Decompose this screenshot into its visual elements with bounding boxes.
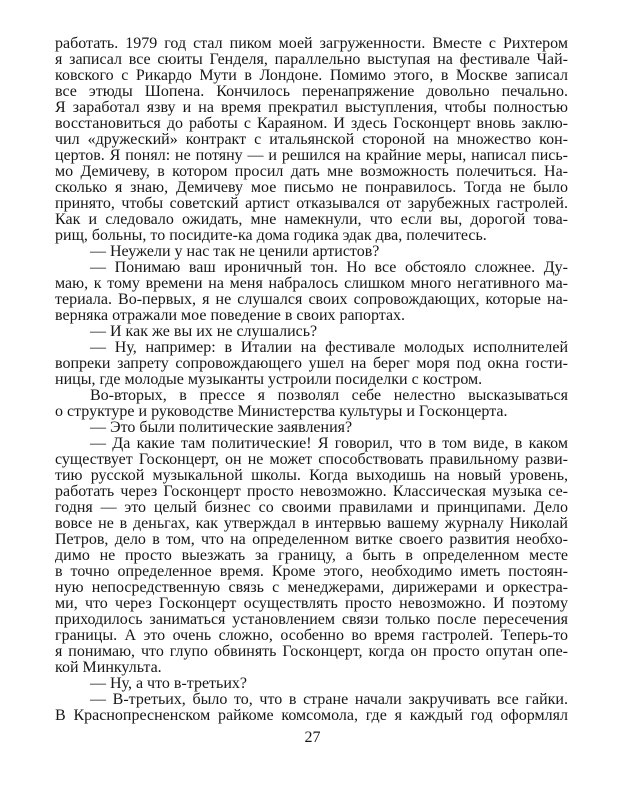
text-line: В Краснопресненском райкоме комсомола, где я каждый год оформлял xyxy=(55,708,568,724)
text-line: вопреки запрету сопровождающего ушел на берег моря под окна гости- xyxy=(55,356,568,372)
text-line: верняка отражали мое поведение в своих рапортах. xyxy=(55,308,406,324)
text-line: — Да какие там политические! Я говорил, что в том виде, в каком xyxy=(90,436,568,452)
text-line: Я заработал язву и на время прекратил выступления, чтобы полностью xyxy=(55,100,568,116)
paragraph xyxy=(55,676,568,692)
page-number: 27 xyxy=(304,729,321,746)
text-line: принято, чтобы советский артист отказывался от зарубежных гастролей. xyxy=(55,196,568,212)
text-line: я записал все сюиты Генделя, параллельно выступая на фестивале Чай- xyxy=(55,52,568,68)
text-line: работать через Госконцерт просто невозможно. Классическая музыка се- xyxy=(55,484,568,500)
text-line: ную непосредственную связь с менеджерами, дирижерами и оркестра- xyxy=(55,580,568,596)
text-line: Во-вторых, в прессе я позволял себе нелестно высказываться xyxy=(90,388,568,404)
text-line: сколько я знаю, Демичеву мое письмо не понравилось. Тогда не было xyxy=(55,180,568,196)
text-line: — Неужели у нас так не ценили артистов? xyxy=(90,244,380,260)
text-line: — Ну, например: в Италии на фестивале молодых исполнителей xyxy=(90,340,568,356)
text-line: — В-третьих, было то, что в стране начали закручивать все гайки. xyxy=(90,692,568,708)
text-line: рищ, больны, то посидите-ка дома годика эдак два, полечитесь. xyxy=(55,228,487,244)
text-line: Как и следовало ожидать, мне намекнули, что если вы, дорогой това- xyxy=(55,212,568,228)
paragraph xyxy=(55,388,568,420)
paragraph xyxy=(55,340,568,388)
text-line: годня — это целый бизнес со своими правилами и принципами. Дело xyxy=(55,500,568,516)
text-line: — Понимаю ваш ироничный тон. Но все обстояло сложнее. Ду- xyxy=(90,260,568,276)
text-line: чил «дружеский» контракт с итальянской стороной на множество кон- xyxy=(55,132,568,148)
text-line: — И как же вы их не слушались? xyxy=(90,324,318,340)
text-line: восстановиться до работы с Караяном. И здесь Госконцерт вновь заклю- xyxy=(55,116,568,132)
text-line: ковского с Рикардо Мути в Лондоне. Помимо этого, в Москве записал xyxy=(55,68,568,84)
text-line: все этюды Шопена. Кончилось перенапряжение довольно печально. xyxy=(55,84,568,100)
body-text xyxy=(55,36,568,724)
text-line: димо не просто выезжать за границу, а быть в определенном месте xyxy=(55,548,568,564)
text-line: — Ну, а что в-третьих? xyxy=(90,676,248,692)
text-line: — Это были политические заявления? xyxy=(90,420,353,436)
paragraph xyxy=(55,244,568,260)
text-line: существует Госконцерт, он не может способствовать правильному разви- xyxy=(55,452,568,468)
text-line: ницы, где молодые музыканты устроили посиделки с костром. xyxy=(55,372,483,388)
paragraph xyxy=(55,436,568,676)
paragraph xyxy=(55,692,568,708)
text-line: цертов. Я понял: не потяну — и решился на крайние меры, написал пись- xyxy=(55,148,568,164)
text-line: в точно определенное время. Кроме этого, необходимо иметь постоян- xyxy=(55,564,568,580)
paragraph xyxy=(55,260,568,324)
text-line: границы. А это очень сложно, особенно во время гастролей. Теперь-то xyxy=(55,628,568,644)
text-line: приходилось заниматься установлением связи только после пересечения xyxy=(55,612,568,628)
text-line: о структуре и руководстве Министерства культуры и Госконцерта. xyxy=(55,404,508,420)
text-line: кой Минкульта. xyxy=(55,660,162,676)
text-line: вовсе не в деньгах, как утверждал в интервью вашему журналу Николай xyxy=(55,516,568,532)
paragraph xyxy=(55,36,568,244)
paragraph xyxy=(55,420,568,436)
text-line: мо Демичеву, в котором просил дать мне возможность полечиться. На- xyxy=(55,164,568,180)
paragraph xyxy=(55,708,568,724)
text-line: Петров, дело в том, что на определенном витке своего развития необхо- xyxy=(55,532,568,548)
text-line: тию русской музыкальной школы. Когда выходишь на новый уровень, xyxy=(55,468,568,484)
text-line: маю, к тому времени на меня набралось слишком много негативного ма- xyxy=(55,276,568,292)
text-line: териала. Во-первых, я не слушался своих сопровождающих, которые на- xyxy=(55,292,568,308)
paragraph xyxy=(55,324,568,340)
text-line: работать. 1979 год стал пиком моей загруженности. Вместе с Рихтером xyxy=(55,36,568,52)
text-line: я понимаю, что глупо обвинять Госконцерт, когда он просто опутан опе- xyxy=(55,644,568,660)
text-line: ми, что через Госконцерт осуществлять просто невозможно. И поэтому xyxy=(55,596,568,612)
